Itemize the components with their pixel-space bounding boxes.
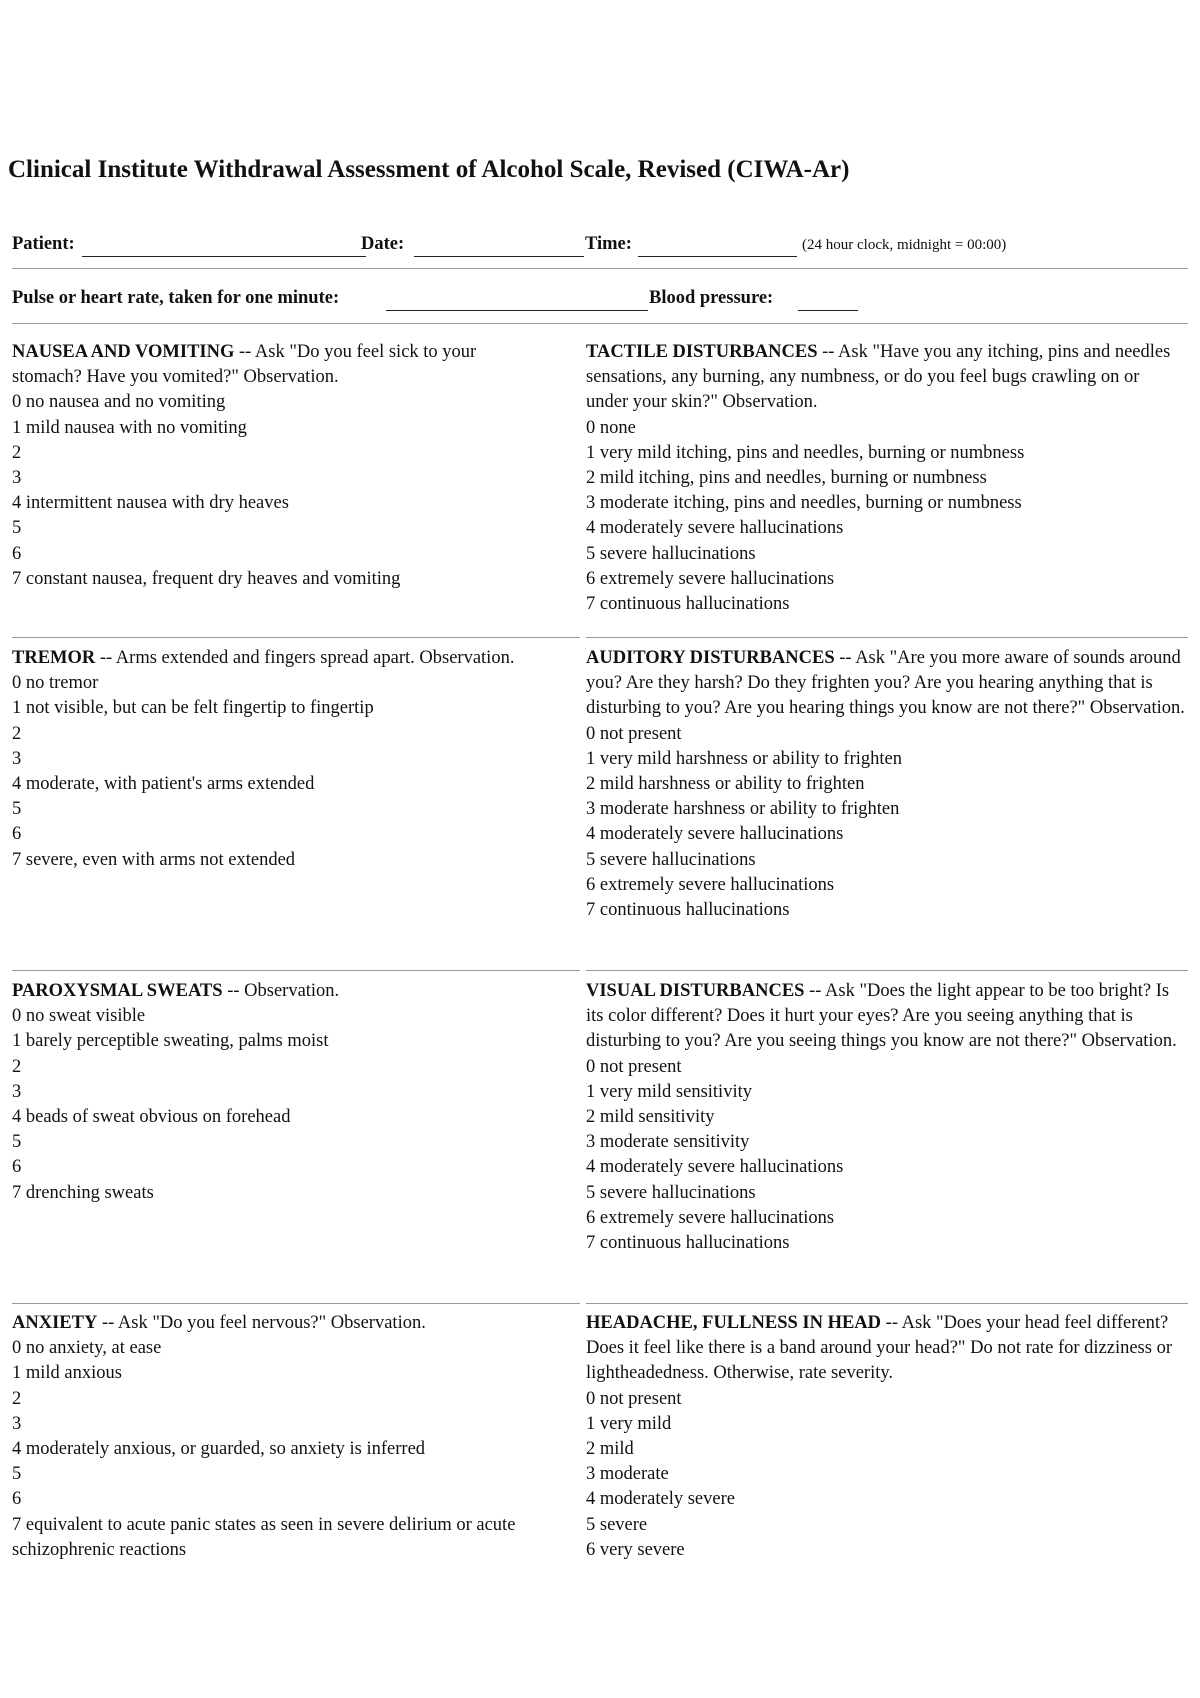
divider [586, 970, 1188, 971]
score-option: 1 mild anxious [12, 1363, 122, 1384]
score-option: 1 barely perceptible sweating, palms moist [12, 1031, 329, 1052]
item-tremor [12, 646, 544, 873]
item-name: VISUAL DISTURBANCES [586, 981, 805, 1001]
item-tactile-disturbances [586, 340, 1186, 617]
score-option: 1 very mild [586, 1413, 672, 1434]
score-option: 4 moderately severe hallucinations [586, 518, 844, 539]
item-name: ANXIETY [12, 1313, 98, 1333]
item-nausea-vomiting [12, 340, 544, 592]
score-option: 2 [12, 442, 22, 463]
date-field[interactable] [414, 256, 584, 257]
score-option: 4 beads of sweat obvious on forehead [12, 1107, 291, 1128]
patient-label: Patient: [12, 234, 75, 254]
vitals-row [12, 288, 1188, 322]
score-option: 0 no anxiety, at ease [12, 1338, 162, 1359]
score-option: 6 very severe [586, 1539, 685, 1560]
divider [586, 637, 1188, 638]
divider [12, 268, 1188, 269]
score-option: 6 [12, 824, 22, 845]
item-description: -- Ask "Are you more aware of sounds around you? Are they harsh? Do they frighten you? Are you hearing anything that is disturbing to you? Are you hearing things you know are not there?" Observation. [586, 648, 1185, 719]
item-anxiety [12, 1311, 544, 1563]
page-title: Clinical Institute Withdrawal Assessment of Alcohol Scale, Revised (CIWA-Ar) [8, 156, 850, 183]
score-option: 2 [12, 1056, 22, 1077]
divider [586, 1303, 1188, 1304]
score-option: 0 no sweat visible [12, 1006, 146, 1027]
score-option: 4 moderately anxious, or guarded, so anxiety is inferred [12, 1439, 426, 1460]
item-description: -- Observation. [222, 981, 340, 1001]
score-option: 7 severe, even with arms not extended [12, 849, 296, 870]
score-option: 1 not visible, but can be felt fingertip to fingertip [12, 698, 374, 719]
divider [12, 323, 1188, 324]
score-option: 3 moderate itching, pins and needles, burning or numbness [586, 493, 1022, 514]
score-option: 0 not present [586, 723, 682, 744]
score-option: 5 [12, 1132, 22, 1153]
score-option: 1 mild nausea with no vomiting [12, 417, 247, 438]
score-option: 3 moderate harshness or ability to frighten [586, 799, 900, 820]
item-description: -- Ask "Do you feel sick to your stomach? Have you vomited?" Observation. [12, 342, 477, 388]
score-option: 7 equivalent to acute panic states as seen in severe delirium or acute schizophrenic reactions [12, 1514, 516, 1560]
score-option: 0 not present [586, 1056, 682, 1077]
item-name: AUDITORY DISTURBANCES [586, 648, 835, 668]
score-option: 7 drenching sweats [12, 1182, 154, 1203]
score-option: 0 none [586, 417, 636, 438]
score-option: 5 [12, 1464, 22, 1485]
score-option: 2 mild harshness or ability to frighten [586, 774, 865, 795]
score-option: 3 [12, 468, 22, 489]
score-option: 5 severe hallucinations [586, 1182, 756, 1203]
score-option: 2 mild [586, 1439, 634, 1460]
score-option: 3 moderate [586, 1464, 669, 1485]
score-option: 6 [12, 1489, 22, 1510]
score-option: 0 no tremor [12, 673, 99, 694]
item-headache [586, 1311, 1186, 1563]
score-option: 3 [12, 748, 22, 769]
item-name: PAROXYSMAL SWEATS [12, 981, 223, 1001]
score-option: 2 mild itching, pins and needles, burning or numbness [586, 468, 987, 489]
pulse-label: Pulse or heart rate, taken for one minute: [12, 288, 340, 308]
score-option: 1 very mild sensitivity [586, 1081, 752, 1102]
blood-pressure-label: Blood pressure: [649, 288, 774, 308]
score-option: 4 intermittent nausea with dry heaves [12, 493, 289, 514]
score-option: 1 very mild harshness or ability to frighten [586, 748, 902, 769]
score-option: 0 no nausea and no vomiting [12, 392, 226, 413]
score-option: 4 moderately severe hallucinations [586, 824, 844, 845]
score-option: 5 [12, 799, 22, 820]
item-name: NAUSEA AND VOMITING [12, 342, 235, 362]
score-option: 5 severe [586, 1514, 648, 1535]
score-option: 1 very mild itching, pins and needles, burning or numbness [586, 442, 1025, 463]
item-visual-disturbances [586, 979, 1186, 1256]
pulse-field[interactable] [386, 310, 648, 311]
patient-info-row [12, 234, 1188, 268]
divider [12, 637, 580, 638]
score-option: 3 moderate sensitivity [586, 1132, 750, 1153]
score-option: 6 [12, 543, 22, 564]
patient-field[interactable] [82, 256, 366, 257]
item-name: TACTILE DISTURBANCES [586, 342, 818, 362]
time-format-note: (24 hour clock, midnight = 00:00) [802, 237, 1007, 253]
score-option: 2 mild sensitivity [586, 1107, 715, 1128]
score-option: 7 continuous hallucinations [586, 900, 790, 921]
score-option: 5 [12, 518, 22, 539]
item-paroxysmal-sweats [12, 979, 544, 1206]
score-option: 6 extremely severe hallucinations [586, 874, 835, 895]
blood-pressure-field[interactable] [798, 310, 858, 311]
score-option: 7 continuous hallucinations [586, 1233, 790, 1254]
item-description: -- Arms extended and fingers spread apart. Observation. [95, 648, 515, 668]
score-option: 6 extremely severe hallucinations [586, 568, 835, 589]
item-name: TREMOR [12, 648, 96, 668]
score-option: 4 moderately severe hallucinations [586, 1157, 844, 1178]
score-option: 2 [12, 1388, 22, 1409]
score-option: 3 [12, 1081, 22, 1102]
score-option: 7 continuous hallucinations [586, 594, 790, 615]
item-name: HEADACHE, FULLNESS IN HEAD [586, 1313, 882, 1333]
score-option: 5 severe hallucinations [586, 543, 756, 564]
time-field[interactable] [638, 256, 797, 257]
item-description: -- Ask "Do you feel nervous?" Observation. [97, 1313, 426, 1333]
score-option: 6 extremely severe hallucinations [586, 1207, 835, 1228]
divider [12, 970, 580, 971]
score-option: 6 [12, 1157, 22, 1178]
divider [12, 1303, 580, 1304]
score-option: 3 [12, 1413, 22, 1434]
score-option: 4 moderately severe [586, 1489, 735, 1510]
score-option: 0 not present [586, 1388, 682, 1409]
score-option: 7 constant nausea, frequent dry heaves and vomiting [12, 568, 401, 589]
date-label: Date: [361, 234, 405, 254]
score-option: 2 [12, 723, 22, 744]
item-description: -- Ask "Does the light appear to be too bright? Is its color different? Does it hurt your eyes? Are you seeing anything that is disturbing to you? Are you seeing things you know are not there?" Observation. [586, 981, 1177, 1052]
item-description: -- Ask "Have you any itching, pins and needles sensations, any burning, any numbness, or do you feel bugs crawling on or under your skin?" Observation. [586, 342, 1171, 413]
time-label: Time: [585, 234, 632, 254]
item-description: -- Ask "Does your head feel different? Does it feel like there is a band around your head?" Do not rate for dizziness or lightheadedness. Otherwise, rate severity. [586, 1313, 1172, 1384]
score-option: 5 severe hallucinations [586, 849, 756, 870]
item-auditory-disturbances [586, 646, 1186, 923]
score-option: 4 moderate, with patient's arms extended [12, 774, 315, 795]
